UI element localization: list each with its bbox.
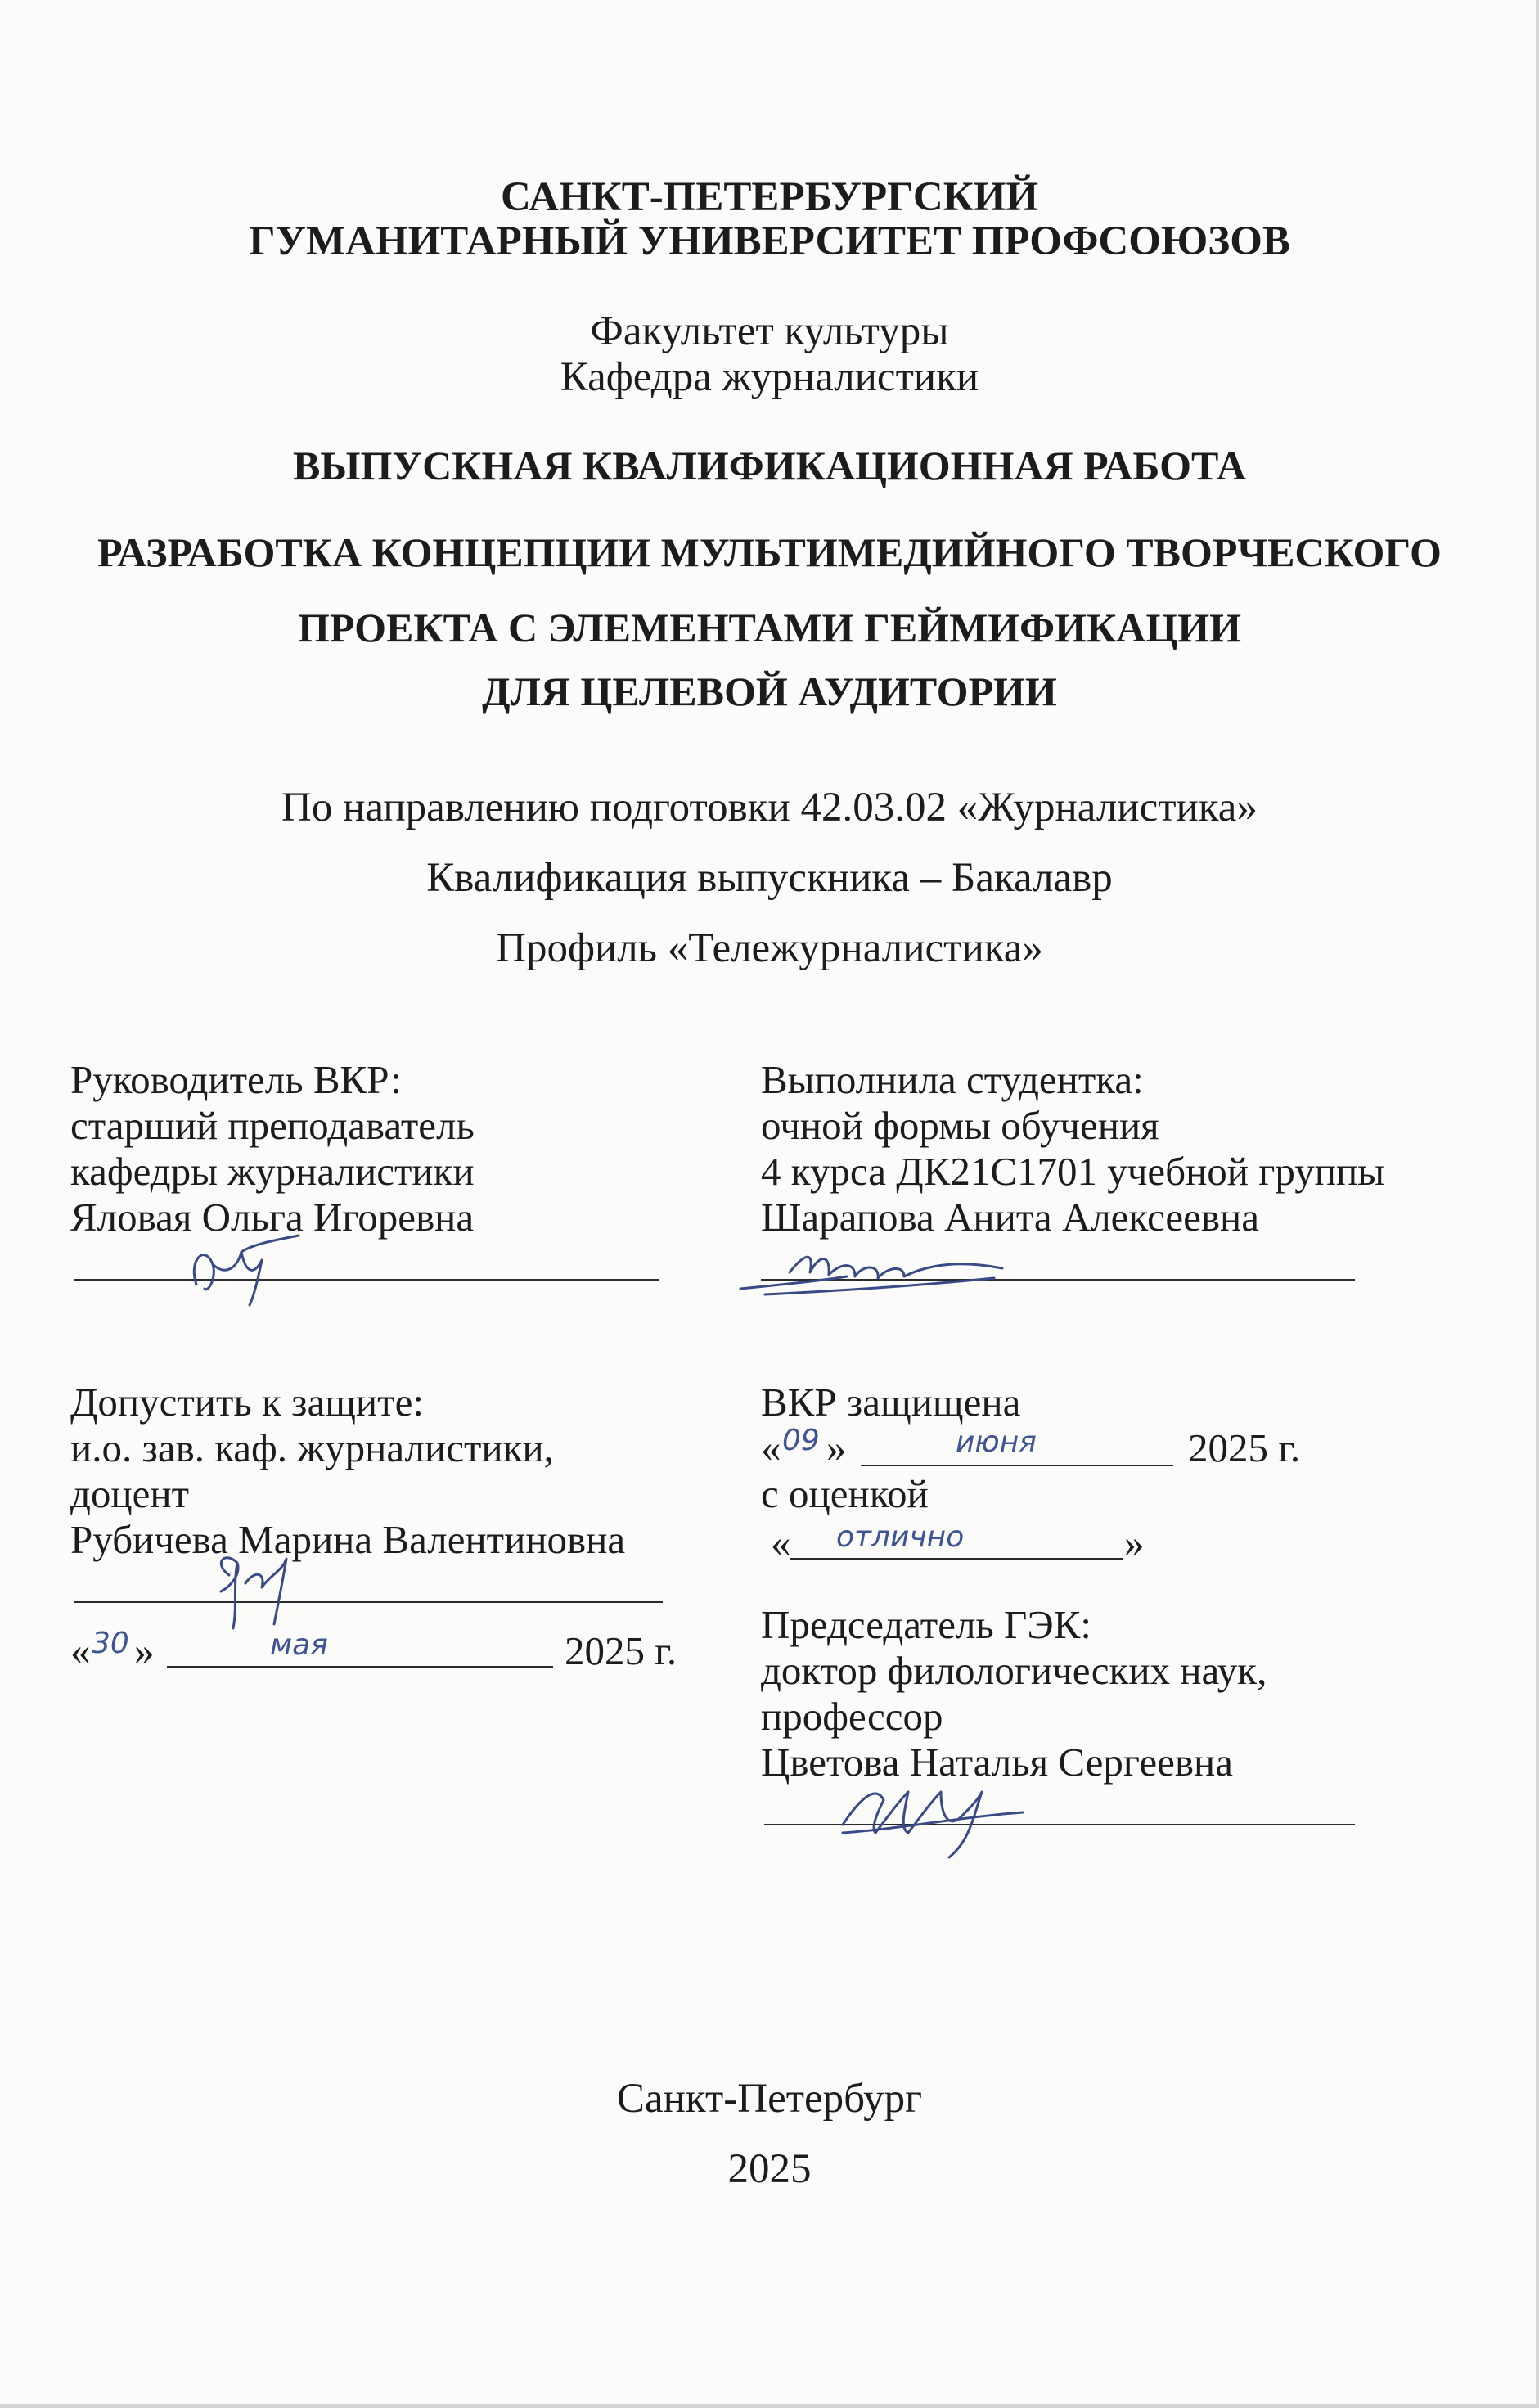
admission-label: Допустить к защите: (70, 1380, 424, 1425)
defense-grade-close-quote: » (1124, 1520, 1145, 1565)
chairman-block (761, 1602, 1267, 1785)
defense-date-day: 09 (782, 1424, 820, 1457)
defense-date-close-quote: » (826, 1425, 847, 1470)
defense-date-month: июня (956, 1425, 1037, 1459)
chairman-degree: доктор филологических наук, (761, 1648, 1267, 1693)
admission-block (70, 1380, 625, 1563)
supervisor-signature-line (74, 1279, 659, 1281)
supervisor-position-line1: старший преподаватель (70, 1103, 475, 1148)
chairman-name: Цветова Наталья Сергеевна (761, 1740, 1233, 1785)
admission-name: Рубичева Марина Валентиновна (70, 1517, 626, 1562)
student-signature (732, 1236, 1010, 1301)
thesis-title-line3: ДЛЯ ЦЕЛЕВОЙ АУДИТОРИИ (482, 668, 1057, 714)
admission-signature-line (74, 1601, 663, 1603)
page-edge-bottom (0, 2404, 1539, 2408)
supervisor-position-line2: кафедры журналистики (70, 1149, 475, 1194)
work-type-heading: ВЫПУСКНАЯ КВАЛИФИКАЦИОННАЯ РАБОТА (293, 443, 1246, 488)
admission-position-line2: доцент (70, 1471, 190, 1516)
defense-grade-open-quote: « (771, 1520, 791, 1565)
student-block (761, 1057, 1384, 1240)
defense-grade-label: с оценкой (761, 1471, 929, 1516)
admission-date-close-quote: » (134, 1628, 155, 1673)
student-name: Шарапова Анита Алексеевна (761, 1195, 1259, 1240)
student-group: 4 курса ДК21С1701 учебной группы (761, 1149, 1385, 1194)
admission-position-line1: и.о. зав. каф. журналистики, (70, 1425, 554, 1470)
defense-grade-line (790, 1558, 1123, 1560)
chairman-label: Председатель ГЭК: (761, 1602, 1091, 1647)
admission-date-month-line (167, 1666, 553, 1668)
footer-city: Санкт-Петербург (616, 2076, 923, 2122)
defense-grade-value: отлично (836, 1520, 965, 1554)
supervisor-block (70, 1057, 475, 1240)
chairman-signature (826, 1767, 1039, 1866)
department-name: Кафедра журналистики (560, 354, 979, 400)
admission-date-year: 2025 г. (565, 1628, 677, 1673)
footer-year: 2025 (727, 2146, 812, 2192)
supervisor-signature (164, 1227, 311, 1309)
admission-date-month: мая (270, 1628, 328, 1662)
defense-label: ВКР защищена (761, 1380, 1021, 1425)
admission-signature (196, 1546, 319, 1636)
study-direction: По направлению подготовки 42.03.02 «Журналистика» (281, 785, 1258, 830)
supervisor-name: Яловая Ольга Игоревна (70, 1195, 475, 1240)
admission-date-open-quote: « (70, 1628, 91, 1673)
admission-date-day: 30 (92, 1627, 129, 1660)
thesis-title-line2: ПРОЕКТА С ЭЛЕМЕНТАМИ ГЕЙМИФИКАЦИИ (297, 605, 1242, 650)
supervisor-label: Руководитель ВКР: (70, 1057, 402, 1102)
student-study-form: очной формы обучения (761, 1103, 1159, 1148)
university-name-line2: ГУМАНИТАРНЫЙ УНИВЕРСИТЕТ ПРОФСОЮЗОВ (249, 218, 1290, 264)
defense-date-open-quote: « (761, 1425, 781, 1470)
qualification: Квалификация выпускника – Бакалавр (426, 855, 1113, 901)
profile: Профиль «Тележурналистика» (496, 925, 1043, 971)
defense-date-year: 2025 г. (1188, 1425, 1301, 1470)
student-label: Выполнила студентка: (761, 1057, 1144, 1102)
defense-date-month-line (861, 1465, 1173, 1466)
thesis-title-line1: РАЗРАБОТКА КОНЦЕПЦИИ МУЛЬТИМЕДИЙНОГО ТВОРЧЕСКОГО (97, 529, 1442, 575)
chairman-title: профессор (761, 1694, 943, 1739)
faculty-name: Факультет культуры (590, 308, 949, 354)
university-name-line1: САНКТ-ПЕТЕРБУРГСКИЙ (500, 174, 1039, 220)
